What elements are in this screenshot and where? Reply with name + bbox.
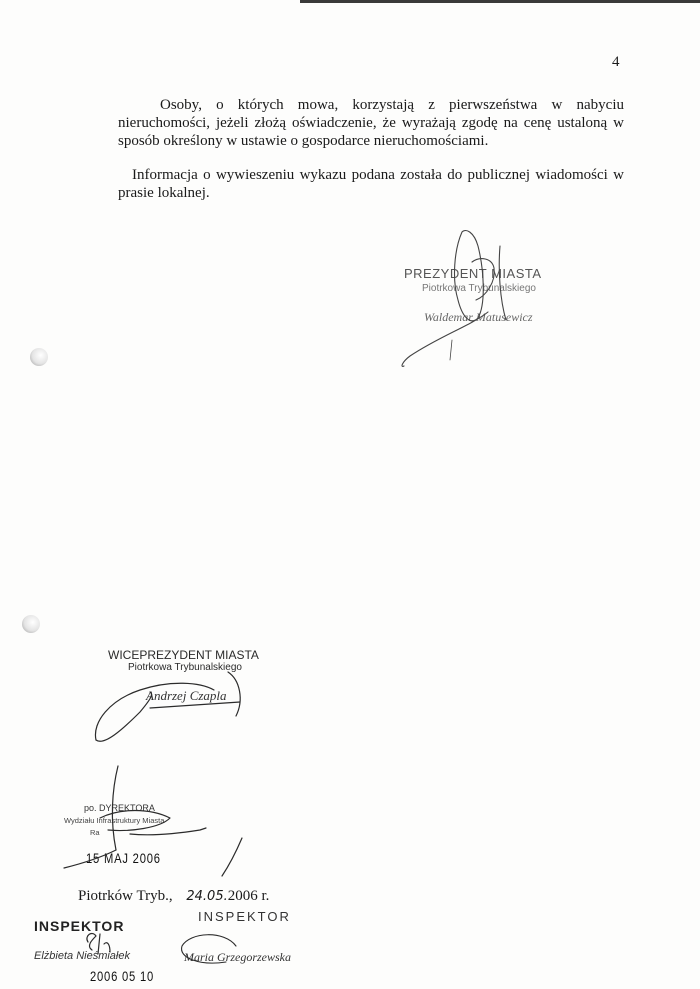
top-edge-line (300, 0, 700, 3)
handwritten-date: 24.05. (186, 889, 228, 904)
vice-president-stamp-name: Andrzej Czapla (146, 688, 227, 703)
president-stamp-name: Waldemar Matusewicz (424, 310, 533, 324)
inspector-1-stamp-name: Elżbieta Nieśmiałek (34, 950, 130, 962)
inspector-1-date-stamp: 2006 05 10 (90, 968, 155, 984)
place-date-line (78, 888, 269, 905)
inspector-1-stamp-title: INSPEKTOR (34, 918, 125, 934)
punch-hole-top (30, 348, 48, 366)
paragraph-preemption-right: Osoby, o których mowa, korzystają z pierwszeństwa w nabyciu nieruchomości, jeżeli złożą oświadczenie, że wyrażają zgodę na cenę ustaloną w sposób określony w ustawie o gospodarce nieruchomościami. (118, 97, 624, 149)
president-stamp-subtitle: Piotrkowa Trybunalskiego (422, 283, 536, 294)
vice-president-stamp-subtitle: Piotrkowa Trybunalskiego (128, 662, 242, 673)
punch-hole-bottom (22, 615, 40, 633)
president-signature (402, 231, 506, 367)
inspector-2-stamp-title: INSPEKTOR (198, 909, 291, 924)
page-number: 4 (612, 54, 620, 70)
director-date-stamp: 15 MAJ 2006 (86, 850, 161, 866)
vice-president-signature (95, 672, 240, 741)
inspector-2-stamp-name: Maria Grzegorzewska (184, 950, 291, 964)
director-stamp-subtitle-2: Ra (90, 828, 100, 837)
year-label: 2006 r. (227, 888, 270, 904)
vice-president-stamp-title: WICEPREZYDENT MIASTA (108, 648, 259, 662)
director-stamp-subtitle: Wydziału Infrastruktury Miasta (64, 816, 165, 825)
place-label: Piotrków Tryb., (78, 888, 173, 904)
paragraph-press-notice: Informacja o wywieszeniu wykazu podana została do publicznej wiadomości w prasie lokalnej. (118, 167, 624, 201)
president-stamp-title: PREZYDENT MIASTA (404, 266, 542, 281)
director-stamp-title: po. DYREKTORA (84, 803, 155, 813)
